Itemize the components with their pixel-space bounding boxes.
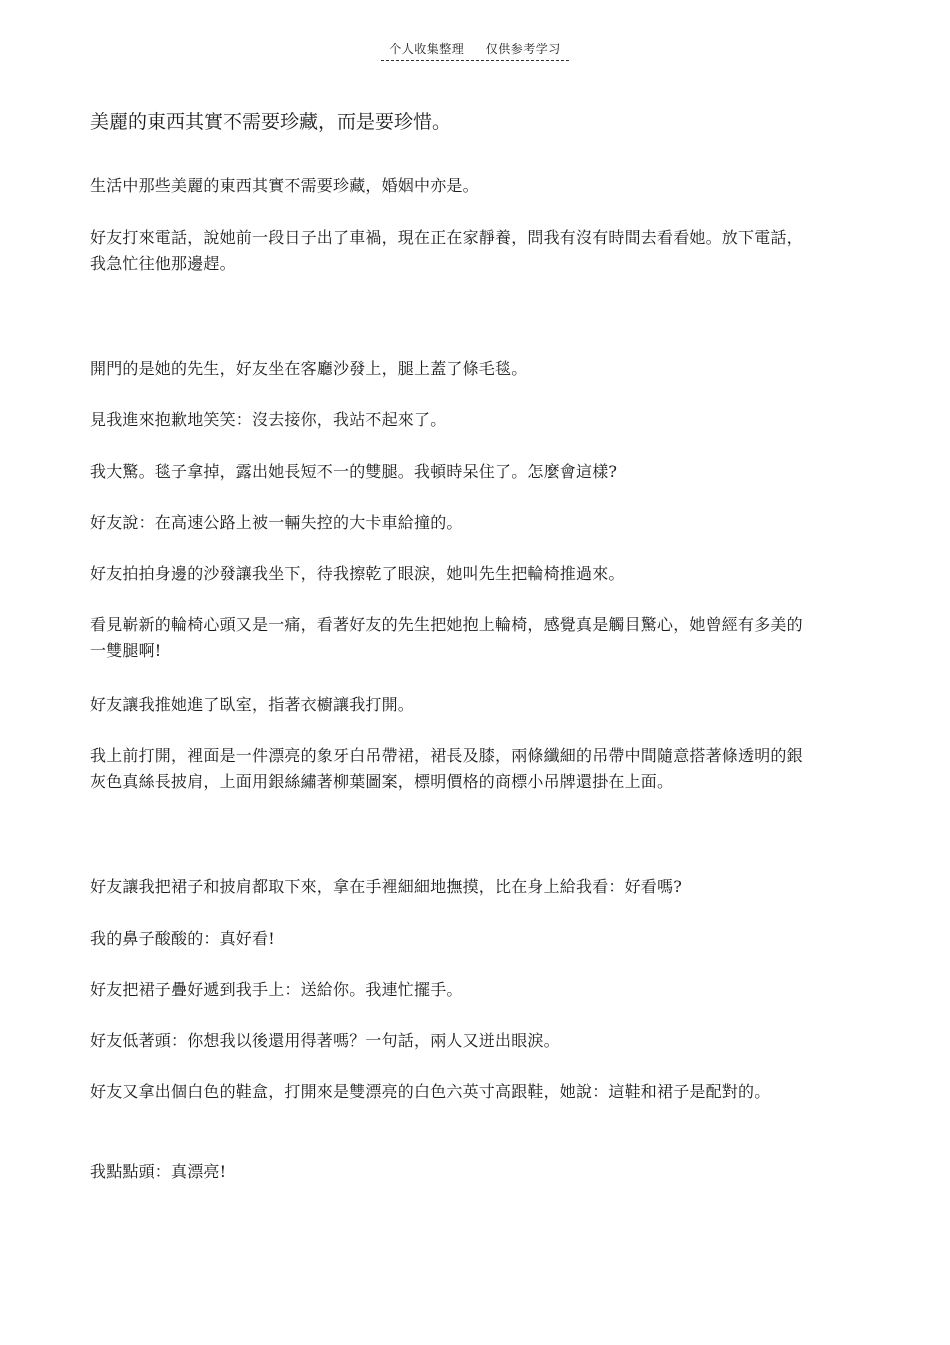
paragraph: 好友低著頭：你想我以後還用得著嗎？一句話，兩人又迸出眼淚。 <box>90 1031 560 1050</box>
paragraph: 看見嶄新的輪椅心頭又是一痛，看著好友的先生把她抱上輪椅，感覺真是觸目驚心，她曾經有多美的一雙腿啊! <box>90 615 803 660</box>
paragraph: 好友又拿出個白色的鞋盒，打開來是雙漂亮的白色六英寸高跟鞋，她說：這鞋和裙子是配對的。 <box>90 1082 771 1101</box>
paragraph: 我點點頭：真漂亮! <box>90 1162 227 1181</box>
paragraph: 我的鼻子酸酸的：真好看! <box>90 929 275 948</box>
paragraph: 好友讓我把裙子和披肩都取下來，拿在手裡細細地撫摸，比在身上給我看：好看嗎? <box>90 877 682 896</box>
paragraph: 好友打來電話，說她前一段日子出了車禍，現在正在家靜養，問我有沒有時間去看看她。放下電話，我急忙往他那邊趕。 <box>90 228 803 273</box>
paragraph: 生活中那些美麗的東西其實不需要珍藏，婚姻中亦是。 <box>90 176 479 195</box>
header-divider <box>381 60 569 61</box>
paragraph: 我上前打開，裡面是一件漂亮的象牙白吊帶裙，裙長及膝，兩條纖細的吊帶中間隨意搭著條透明的銀灰色真絲長披肩，上面用銀絲繡著柳葉圖案，標明價格的商標小吊牌還掛在上面。 <box>90 746 803 791</box>
paragraph: 好友說：在高速公路上被一輛失控的大卡車給撞的。 <box>90 513 463 532</box>
paragraph: 好友把裙子疊好遞到我手上：送給你。我連忙擺手。 <box>90 980 463 999</box>
page-header <box>381 40 569 61</box>
paragraph: 好友拍拍身邊的沙發讓我坐下，待我擦乾了眼淚，她叫先生把輪椅推過來。 <box>90 564 625 583</box>
paragraph: 好友讓我推她進了臥室，指著衣櫥讓我打開。 <box>90 695 415 714</box>
header-text: 个人收集整理 仅供参考学习 <box>389 42 561 56</box>
paragraph: 開門的是她的先生，好友坐在客廳沙發上，腿上蓋了條毛毯。 <box>90 359 528 378</box>
paragraph: 見我進來抱歉地笑笑：沒去接你，我站不起來了。 <box>90 410 447 429</box>
article-title: 美麗的東西其實不需要珍藏，而是要珍惜。 <box>90 111 452 133</box>
paragraph: 我大驚。毯子拿掉，露出她長短不一的雙腿。我頓時呆住了。怎麼會這樣? <box>90 462 618 481</box>
